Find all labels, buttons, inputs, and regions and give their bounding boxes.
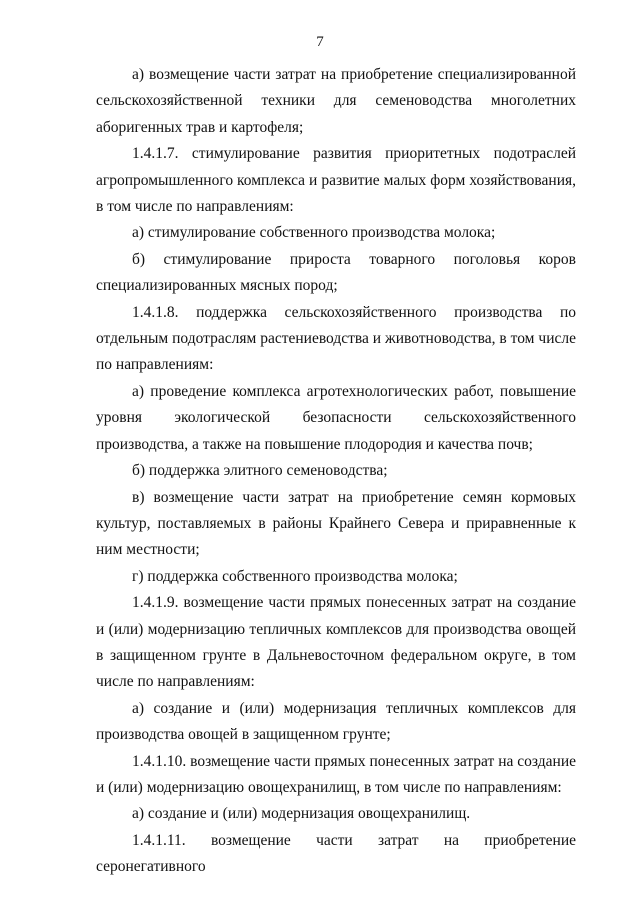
paragraph-14: 1.4.1.11. возмещение части затрат на приобретение серонегативного (96, 831, 576, 876)
paragraph-1: а) возмещение части затрат на приобретение специализированной сельскохозяйственной техники для семеноводства многолетних аборигенных трав и картофеля; (96, 66, 576, 136)
paragraph-7: б) поддержка элитного семеноводства; (132, 462, 388, 480)
paragraph-2: 1.4.1.7. стимулирование развития приоритетных подотраслей агропромышленного комплекса и развитие малых форм хозяйствования, в том числе по направлениям: (96, 145, 576, 216)
paragraph-12: 1.4.1.10. возмещение части прямых понесенных затрат на создание и (или) модернизацию овощехранилищ, в том числе по направлениям: (96, 752, 576, 796)
paragraph-9: г) поддержка собственного производства молока; (132, 567, 458, 585)
paragraph-8: в) возмещение части затрат на приобретение семян кормовых культур, поставляемых в районы Крайнего Севера и приравненные к ним местности; (96, 488, 576, 559)
paragraph-10: 1.4.1.9. возмещение части прямых понесенных затрат на создание и (или) модернизацию тепличных комплексов для производства овощей в защищенном грунте в Дальневосточном федеральном округе, в том числе по направлениям: (96, 594, 576, 691)
document-body (96, 62, 576, 881)
paragraph-11: а) создание и (или) модернизация тепличных комплексов для производства овощей в защищенном грунте; (96, 699, 576, 744)
paragraph-4: б) стимулирование прироста товарного поголовья коров специализированных мясных пород; (96, 250, 576, 295)
paragraph-6: а) проведение комплекса агротехнологических работ, повышение уровня экологической безопасности сельскохозяйственного производства, а также на повышение плодородия и качества почв; (96, 382, 576, 453)
paragraph-5: 1.4.1.8. поддержка сельскохозяйственного производства по отдельным подотраслям растениеводства и животноводства, в том числе по направлениям: (96, 303, 576, 374)
page-number: 7 (316, 34, 324, 50)
paragraph-13: а) создание и (или) модернизация овощехранилищ. (132, 805, 471, 823)
paragraph-3: а) стимулирование собственного производства молока; (132, 224, 496, 242)
